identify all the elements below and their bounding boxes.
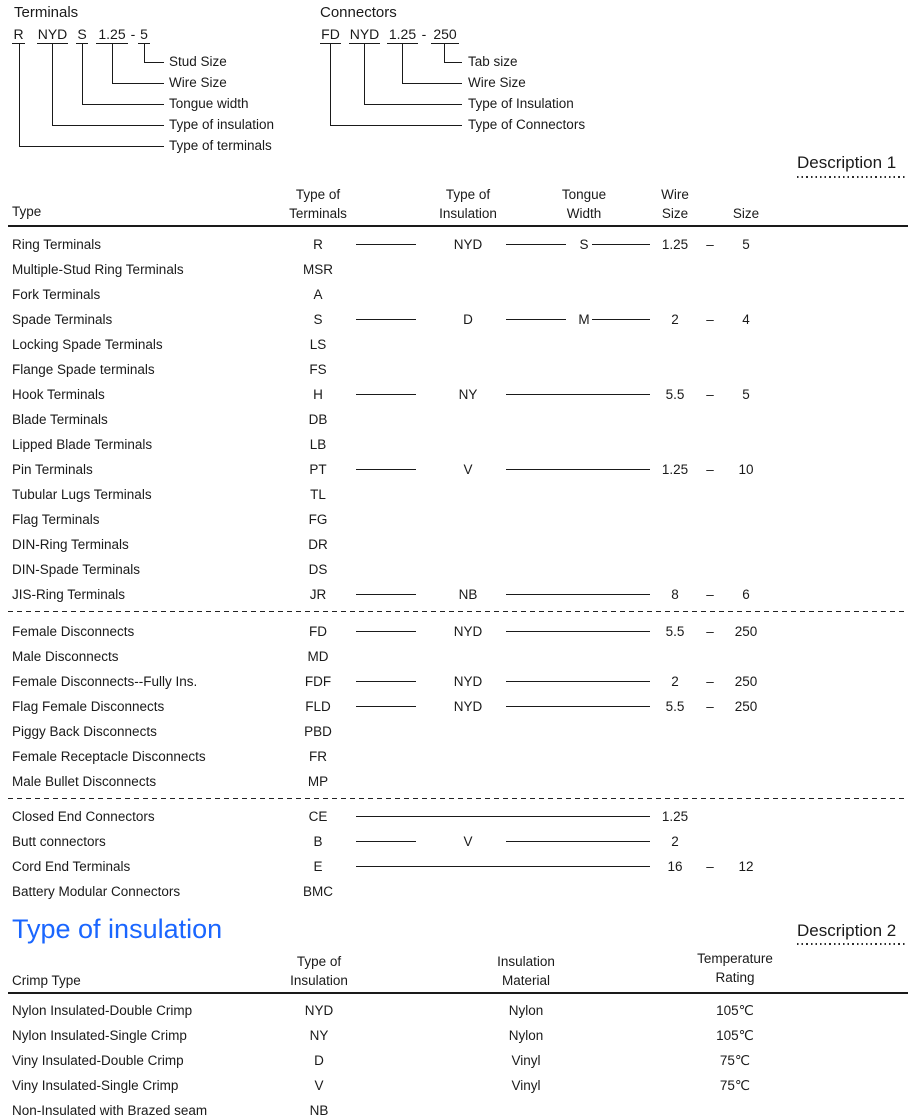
connectors_diagram-leader-hline — [364, 104, 462, 105]
connector-line — [506, 594, 650, 596]
row-insulation-code: NYD — [453, 674, 483, 689]
t1-header-tongue-line1: Tongue — [561, 187, 607, 202]
connector-line — [356, 594, 416, 596]
t2-header-temperature-line1: Temperature — [697, 951, 773, 966]
row-wire-size: 5.5 — [665, 699, 685, 714]
t2-header-material-line1: Insulation — [497, 954, 555, 969]
table-row — [0, 829, 919, 854]
row-wire-size: 5.5 — [665, 624, 685, 639]
row-material: Nylon — [508, 1028, 544, 1043]
t1-header-type: Type — [12, 204, 42, 219]
connectors_diagram-label: Wire Size — [468, 75, 526, 90]
terminals_diagram-label: Wire Size — [169, 75, 227, 90]
row-wire-size: 2 — [671, 674, 679, 689]
row-insulation-code: NYD — [453, 624, 483, 639]
terminals_diagram-code-token: R — [13, 26, 24, 42]
row-insulation-code: NY — [309, 1028, 329, 1043]
row-terminal-code: LS — [309, 337, 327, 352]
row-type-label: Female Disconnects — [12, 624, 135, 639]
terminals_diagram-label: Stud Size — [169, 54, 227, 69]
row-type-label: Pin Terminals — [12, 462, 93, 477]
terminals_diagram-leader-hline — [144, 62, 164, 63]
row-range-dash: – — [706, 462, 714, 477]
row-size: 10 — [738, 462, 754, 477]
row-wire-size: 1.25 — [661, 237, 689, 252]
connectors_diagram-leader-vline — [444, 44, 445, 62]
row-terminal-code: CE — [308, 809, 328, 824]
connector-line — [356, 816, 650, 818]
table-row — [0, 257, 919, 282]
terminals_diagram-label: Type of terminals — [169, 138, 272, 153]
connector-line — [506, 841, 650, 843]
t2-header-insulation-line1: Type of — [296, 954, 342, 969]
row-range-dash: – — [706, 312, 714, 327]
table-row — [0, 854, 919, 879]
row-terminal-code: PT — [309, 462, 327, 477]
connector-line — [506, 706, 650, 708]
row-terminal-code: DR — [308, 537, 328, 552]
row-type-label: Blade Terminals — [12, 412, 108, 427]
table-row — [0, 532, 919, 557]
row-range-dash: – — [706, 587, 714, 602]
t1-header-tongue-line2: Width — [566, 206, 602, 221]
connectors_diagram-leader-hline — [402, 83, 462, 84]
connector-line — [356, 841, 416, 843]
connector-line — [356, 469, 416, 471]
connectors-diagram-title: Connectors — [320, 4, 397, 21]
t1-header-wire-line2: Size — [661, 206, 689, 221]
row-type-label: Female Disconnects--Fully Ins. — [12, 674, 198, 689]
row-insulation-code: D — [463, 312, 473, 327]
row-terminal-code: PBD — [304, 724, 332, 739]
row-insulation-code: D — [314, 1053, 324, 1068]
row-type-label: DIN-Ring Terminals — [12, 537, 129, 552]
connector-line — [506, 394, 650, 396]
row-wire-size: 8 — [671, 587, 679, 602]
row-type-label: Closed End Connectors — [12, 809, 155, 824]
row-range-dash: – — [706, 387, 714, 402]
row-crimp-type: Viny Insulated-Double Crimp — [12, 1053, 184, 1068]
terminals_diagram-code-token: 1.25 — [96, 26, 128, 44]
row-terminal-code: B — [313, 834, 323, 849]
t1-separator-1 — [8, 611, 908, 612]
row-size: 12 — [738, 859, 754, 874]
table-row — [0, 644, 919, 669]
row-size: 5 — [742, 237, 750, 252]
connector-line — [356, 866, 650, 868]
t1-header-terminals-line2: Terminals — [289, 206, 347, 221]
t1-header-insulation-line1: Type of — [445, 187, 491, 202]
connectors_diagram-code-token: 250 — [431, 26, 459, 44]
connectors_diagram-code-token: - — [421, 26, 427, 42]
row-temperature: 105℃ — [716, 1003, 754, 1018]
row-type-label: Locking Spade Terminals — [12, 337, 163, 352]
row-terminal-code: S — [313, 312, 323, 327]
row-range-dash: – — [706, 699, 714, 714]
table-row — [0, 669, 919, 694]
row-temperature: 75℃ — [719, 1078, 751, 1093]
connectors_diagram-code-token: 1.25 — [388, 26, 417, 42]
connectors_diagram-leader-vline — [402, 44, 403, 83]
row-terminal-code: FR — [309, 749, 327, 764]
t1-header-wire-line1: Wire — [661, 187, 689, 202]
row-wire-size: 2 — [671, 312, 679, 327]
connectors_diagram-leader-hline — [444, 62, 462, 63]
table-row — [0, 1048, 919, 1073]
row-insulation-code: NB — [458, 587, 478, 602]
table-row — [0, 744, 919, 769]
row-terminal-code: MD — [307, 649, 329, 664]
t2-header-rule — [8, 992, 908, 994]
row-terminal-code: MP — [307, 774, 329, 789]
row-insulation-code: NYD — [453, 237, 483, 252]
table-row — [0, 307, 919, 332]
row-type-label: Cord End Terminals — [12, 859, 131, 874]
table-row — [0, 1098, 919, 1120]
row-material: Vinyl — [511, 1078, 541, 1093]
row-tongue-code: S — [579, 237, 589, 252]
row-type-label: Flag Terminals — [12, 512, 100, 527]
terminals_diagram-leader-hline — [112, 83, 164, 84]
row-type-label: Hook Terminals — [12, 387, 105, 402]
t1-header-rule — [8, 225, 908, 227]
row-insulation-code: NYD — [453, 699, 483, 714]
row-terminal-code: H — [313, 387, 323, 402]
row-terminal-code: TL — [310, 487, 326, 502]
row-crimp-type: Nylon Insulated-Single Crimp — [12, 1028, 187, 1043]
description-2-label: Description 2 — [797, 921, 897, 940]
connector-line — [506, 244, 566, 246]
table-row — [0, 507, 919, 532]
row-crimp-type: Viny Insulated-Single Crimp — [12, 1078, 179, 1093]
connector-line — [592, 244, 650, 246]
row-material: Nylon — [508, 1003, 544, 1018]
row-type-label: Ring Terminals — [12, 237, 102, 252]
row-type-label: JIS-Ring Terminals — [12, 587, 126, 602]
row-temperature: 75℃ — [719, 1053, 751, 1068]
row-insulation-code: V — [314, 1078, 324, 1093]
row-terminal-code: LB — [309, 437, 327, 452]
table-row — [0, 1073, 919, 1098]
row-crimp-type: Nylon Insulated-Double Crimp — [12, 1003, 193, 1018]
row-terminal-code: FD — [309, 624, 327, 639]
connectors_diagram-leader-vline — [364, 44, 365, 104]
row-range-dash: – — [706, 859, 714, 874]
row-type-label: Fork Terminals — [12, 287, 101, 302]
connector-line — [356, 706, 416, 708]
row-size: 6 — [742, 587, 750, 602]
row-size: 250 — [734, 624, 758, 639]
row-terminal-code: FLD — [305, 699, 331, 714]
terminals_diagram-label: Tongue width — [169, 96, 249, 111]
row-terminal-code: E — [313, 859, 323, 874]
connector-line — [356, 681, 416, 683]
terminals_diagram-leader-vline — [52, 44, 53, 125]
t2-header-temperature-line2: Rating — [715, 970, 755, 985]
row-terminal-code: JR — [309, 587, 327, 602]
row-terminal-code: A — [313, 287, 323, 302]
row-type-label: Flange Spade terminals — [12, 362, 155, 377]
t1-header-insulation-line2: Insulation — [439, 206, 497, 221]
row-size: 250 — [734, 674, 758, 689]
table-row — [0, 482, 919, 507]
table-row — [0, 282, 919, 307]
row-type-label: Battery Modular Connectors — [12, 884, 181, 899]
connector-line — [592, 319, 650, 321]
terminals_diagram-leader-hline — [52, 125, 164, 126]
row-wire-size: 16 — [667, 859, 683, 874]
row-size: 250 — [734, 699, 758, 714]
row-range-dash: – — [706, 237, 714, 252]
row-terminal-code: DB — [308, 412, 328, 427]
table-row — [0, 619, 919, 644]
row-type-label: Butt connectors — [12, 834, 106, 849]
terminals_diagram-code-token: 5 — [138, 26, 150, 44]
row-type-label: Male Disconnects — [12, 649, 119, 664]
row-wire-size: 1.25 — [661, 462, 689, 477]
terminals_diagram-leader-hline — [82, 104, 164, 105]
row-tongue-code: M — [578, 312, 590, 327]
table-row — [0, 557, 919, 582]
connector-line — [356, 394, 416, 396]
row-type-label: Spade Terminals — [12, 312, 113, 327]
row-temperature: 105℃ — [716, 1028, 754, 1043]
row-wire-size: 2 — [671, 834, 679, 849]
table-row — [0, 582, 919, 607]
insulation-type-heading: Type of insulation — [12, 914, 223, 944]
row-terminal-code: R — [313, 237, 323, 252]
row-crimp-type: Non-Insulated with Brazed seam — [12, 1103, 208, 1118]
t1-header-terminals-line1: Type of — [295, 187, 341, 202]
connector-line — [506, 319, 566, 321]
row-terminal-code: FDF — [304, 674, 332, 689]
connectors_diagram-label: Type of Connectors — [468, 117, 586, 132]
row-range-dash: – — [706, 674, 714, 689]
table-row — [0, 694, 919, 719]
row-type-label: DIN-Spade Terminals — [12, 562, 141, 577]
description-1-underline — [797, 176, 907, 178]
table-row — [0, 804, 919, 829]
row-insulation-code: NB — [309, 1103, 329, 1118]
t2-header-insulation-line2: Insulation — [290, 973, 348, 988]
t1-separator-2 — [8, 798, 908, 799]
row-type-label: Male Bullet Disconnects — [12, 774, 157, 789]
terminals-diagram-title: Terminals — [14, 4, 79, 21]
row-insulation-code: V — [463, 834, 473, 849]
table-row — [0, 719, 919, 744]
row-insulation-code: NYD — [304, 1003, 334, 1018]
table-row — [0, 1023, 919, 1048]
row-material: Vinyl — [511, 1053, 541, 1068]
row-type-label: Tubular Lugs Terminals — [12, 487, 152, 502]
terminals_diagram-code-token: S — [77, 26, 87, 42]
terminals_diagram-leader-vline — [112, 44, 113, 83]
table-row — [0, 457, 919, 482]
table-row — [0, 382, 919, 407]
row-insulation-code: NY — [458, 387, 478, 402]
table-row — [0, 357, 919, 382]
row-type-label: Multiple-Stud Ring Terminals — [12, 262, 184, 277]
table-row — [0, 879, 919, 904]
connector-line — [356, 319, 416, 321]
table-row — [0, 998, 919, 1023]
row-terminal-code: FG — [308, 512, 328, 527]
connectors_diagram-label: Type of Insulation — [468, 96, 574, 111]
connector-line — [506, 631, 650, 633]
terminals_diagram-leader-hline — [19, 146, 164, 147]
row-wire-size: 1.25 — [661, 809, 689, 824]
row-terminal-code: MSR — [303, 262, 333, 277]
row-type-label: Piggy Back Disconnects — [12, 724, 157, 739]
t2-header-crimp: Crimp Type — [12, 973, 81, 988]
connectors_diagram-code-token: FD — [321, 26, 340, 42]
connectors_diagram-label: Tab size — [468, 54, 518, 69]
row-type-label: Flag Female Disconnects — [12, 699, 165, 714]
terminals_diagram-label: Type of insulation — [169, 117, 275, 132]
connector-line — [356, 244, 416, 246]
terminals_diagram-leader-vline — [82, 44, 83, 104]
connector-line — [356, 631, 416, 633]
terminals_diagram-code-token: - — [130, 26, 136, 42]
row-size: 4 — [742, 312, 750, 327]
table-row — [0, 332, 919, 357]
row-terminal-code: DS — [308, 562, 328, 577]
table-row — [0, 407, 919, 432]
connector-line — [506, 469, 650, 471]
row-terminal-code: BMC — [303, 884, 333, 899]
description-1-label: Description 1 — [797, 153, 897, 172]
row-terminal-code: FS — [309, 362, 327, 377]
row-size: 5 — [742, 387, 750, 402]
connectors_diagram-leader-hline — [330, 125, 462, 126]
terminals_diagram-code-token: NYD — [37, 26, 68, 42]
connectors_diagram-code-token: NYD — [349, 26, 380, 42]
row-wire-size: 5.5 — [665, 387, 685, 402]
row-type-label: Female Receptacle Disconnects — [12, 749, 206, 764]
table-row — [0, 769, 919, 794]
t1-header-size: Size — [732, 206, 760, 221]
terminals_diagram-leader-vline — [144, 44, 145, 62]
terminals_diagram-leader-vline — [19, 44, 20, 146]
connector-line — [506, 681, 650, 683]
connectors_diagram-leader-vline — [330, 44, 331, 125]
row-type-label: Lipped Blade Terminals — [12, 437, 153, 452]
table-row — [0, 232, 919, 257]
row-range-dash: – — [706, 624, 714, 639]
table-row — [0, 432, 919, 457]
description-2-underline — [797, 943, 907, 945]
row-insulation-code: V — [463, 462, 473, 477]
t2-header-material-line2: Material — [501, 973, 551, 988]
